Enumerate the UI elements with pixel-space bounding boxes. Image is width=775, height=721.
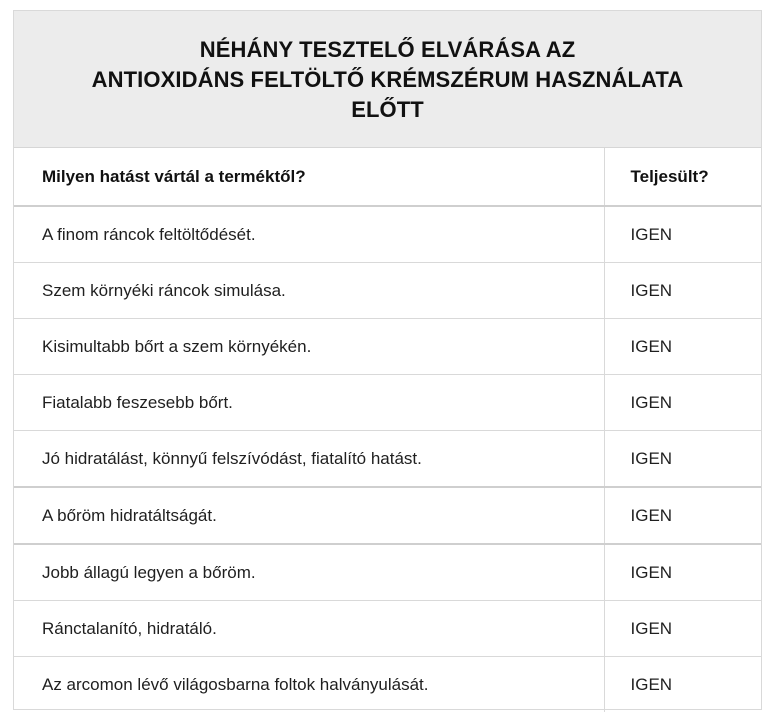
expectations-table [14,148,761,712]
expectation-cell: Az arcomon lévő világosbarna foltok halványulását. [42,674,429,694]
expectation-cell: A bőröm hidratáltságát. [14,487,604,544]
expectation-cell: Jobb állagú legyen a bőröm. [14,544,604,601]
table-row [14,544,761,601]
expectation-cell: A finom ráncok feltöltődését. [14,206,604,263]
fulfilled-cell: IGEN [604,375,761,431]
table-row [14,319,761,375]
header-row [14,148,761,206]
fulfilled-cell: IGEN [604,206,761,263]
fulfilled-cell: IGEN [604,431,761,488]
title-line-1: NÉHÁNY TESZTELŐ ELVÁRÁSA AZ [199,37,576,62]
title-line-2: ANTIOXIDÁNS FELTÖLTŐ KRÉMSZÉRUM HASZNÁLATA [91,67,684,92]
table-row [14,657,761,713]
table-row [14,431,761,488]
fulfilled-cell: IGEN [604,263,761,319]
fulfilled-cell: IGEN [604,544,761,601]
column-header-question: Milyen hatást vártál a terméktől? [14,148,604,206]
table-row [14,375,761,431]
title-line-3: ELŐTT [351,97,424,122]
table-row [14,487,761,544]
expectation-cell: Jó hidratálást, könnyű felszívódást, fiatalító hatást. [14,431,604,488]
table-row [14,601,761,657]
table-title [14,11,761,148]
fulfilled-cell: IGEN [604,657,761,713]
expectation-cell: Kisimultabb bőrt a szem környékén. [14,319,604,375]
fulfilled-cell: IGEN [604,319,761,375]
expectation-cell: Fiatalabb feszesebb bőrt. [14,375,604,431]
expectations-table-card [13,10,762,710]
table-row [14,206,761,263]
column-header-fulfilled: Teljesült? [604,148,761,206]
table-row [14,263,761,319]
fulfilled-cell: IGEN [604,601,761,657]
expectation-cell: Ránctalanító, hidratáló. [14,601,604,657]
fulfilled-cell: IGEN [604,487,761,544]
expectation-cell: Szem környéki ráncok simulása. [14,263,604,319]
